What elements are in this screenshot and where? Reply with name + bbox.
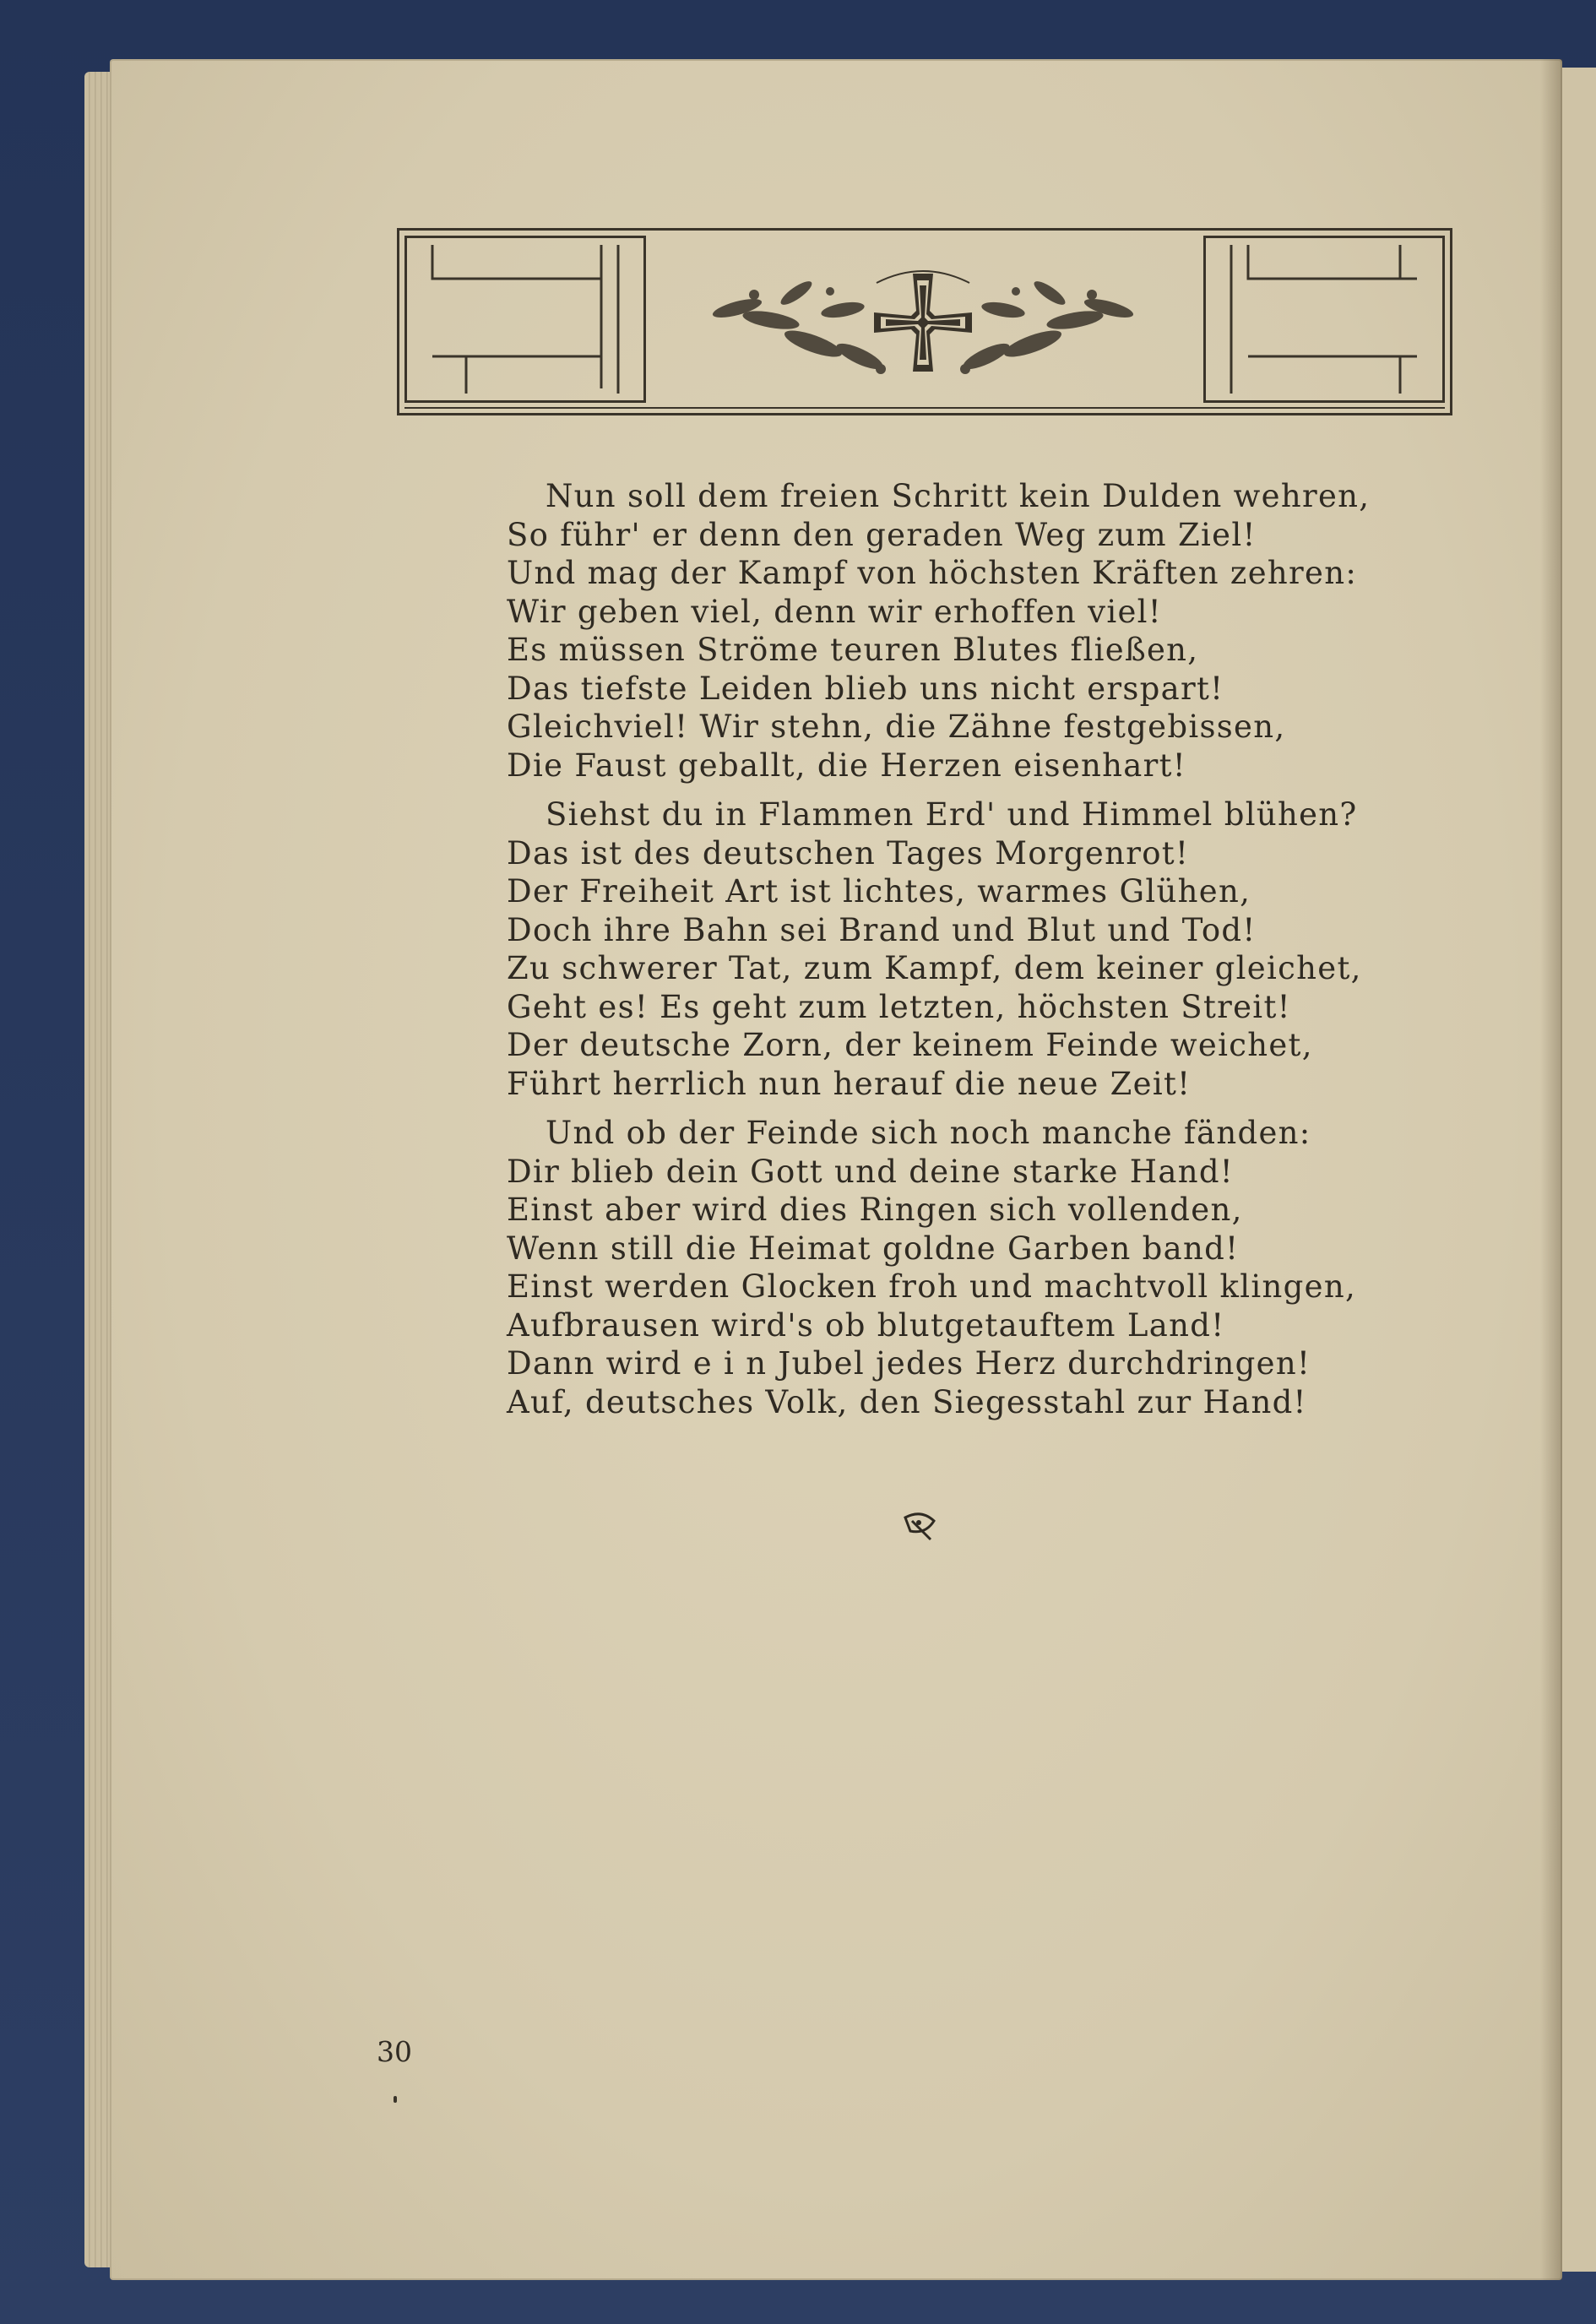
poem-line: Führt herrlich nun herauf die neue Zeit! (507, 1065, 1192, 1102)
poem-stanza-1 (507, 477, 1371, 785)
end-vignette-icon (900, 1506, 942, 1551)
poem-line: Und ob der Feinde sich noch manche fänden: (546, 1115, 1311, 1151)
poem-line: Dann wird e i n Jubel jedes Herz durchdringen! (507, 1345, 1311, 1382)
poem-line: Der deutsche Zorn, der keinem Feinde weichet, (507, 1027, 1313, 1063)
poem-line: Und mag der Kampf von höchsten Kräften zehren: (507, 555, 1358, 591)
poem-line: Die Faust geballt, die Herzen eisenhart! (507, 747, 1186, 784)
poem-line: Es müssen Ströme teuren Blutes fließen, (507, 632, 1199, 668)
ink-speck (394, 2096, 397, 2103)
meander-ornament-right (1203, 236, 1445, 403)
poem-line: Nun soll dem freien Schritt kein Dulden wehren, (546, 478, 1371, 514)
poem-line: Siehst du in Flammen Erd' und Himmel blühen? (546, 796, 1358, 833)
page-spine-shadow (1540, 59, 1562, 2280)
meander-right-icon (1206, 238, 1442, 400)
meander-ornament-left (404, 236, 646, 403)
poem-line: Aufbrausen wird's ob blutgetauftem Land! (507, 1306, 1225, 1344)
poem-line: Wenn still die Heimat goldne Garben band! (507, 1230, 1240, 1267)
poem-line: Wir geben viel, denn wir erhoffen viel! (507, 593, 1162, 630)
poem-stanza-2 (507, 795, 1362, 1103)
poem-line: Der Freiheit Art ist lichtes, warmes Glühen, (507, 873, 1251, 910)
poem-line: Geht es! Es geht zum letzten, höchsten Streit! (507, 988, 1291, 1025)
header-ornament-band (397, 228, 1452, 415)
poem-line: Einst werden Glocken froh und machtvoll klingen, (507, 1268, 1357, 1305)
iron-cross-emblem (678, 242, 1168, 398)
poem (507, 477, 1371, 1432)
poem-line: Dir blieb dein Gott und deine starke Hand! (507, 1153, 1234, 1190)
poem-stanza-3 (507, 1114, 1357, 1421)
poem-line: Einst aber wird dies Ringen sich vollenden, (507, 1192, 1243, 1228)
poem-line: Zu schwerer Tat, zum Kampf, dem keiner gleichet, (507, 950, 1362, 986)
poem-line: Das tiefste Leiden blieb uns nicht erspart! (507, 670, 1224, 707)
poem-line: Das ist des deutschen Tages Morgenrot! (507, 834, 1190, 872)
meander-left-icon (407, 238, 643, 400)
next-page-edge (1562, 68, 1596, 2272)
poem-line: Gleichviel! Wir stehn, die Zähne festgebissen, (507, 709, 1286, 745)
iron-cross-icon (678, 242, 1168, 394)
poem-line: Auf, deutsches Volk, den Siegesstahl zur Hand! (507, 1383, 1307, 1420)
poem-line: Doch ihre Bahn sei Brand und Blut und Tod! (507, 911, 1257, 948)
poem-line: So führ' er denn den geraden Weg zum Ziel! (507, 516, 1257, 553)
page-number: 30 (377, 2035, 412, 2068)
